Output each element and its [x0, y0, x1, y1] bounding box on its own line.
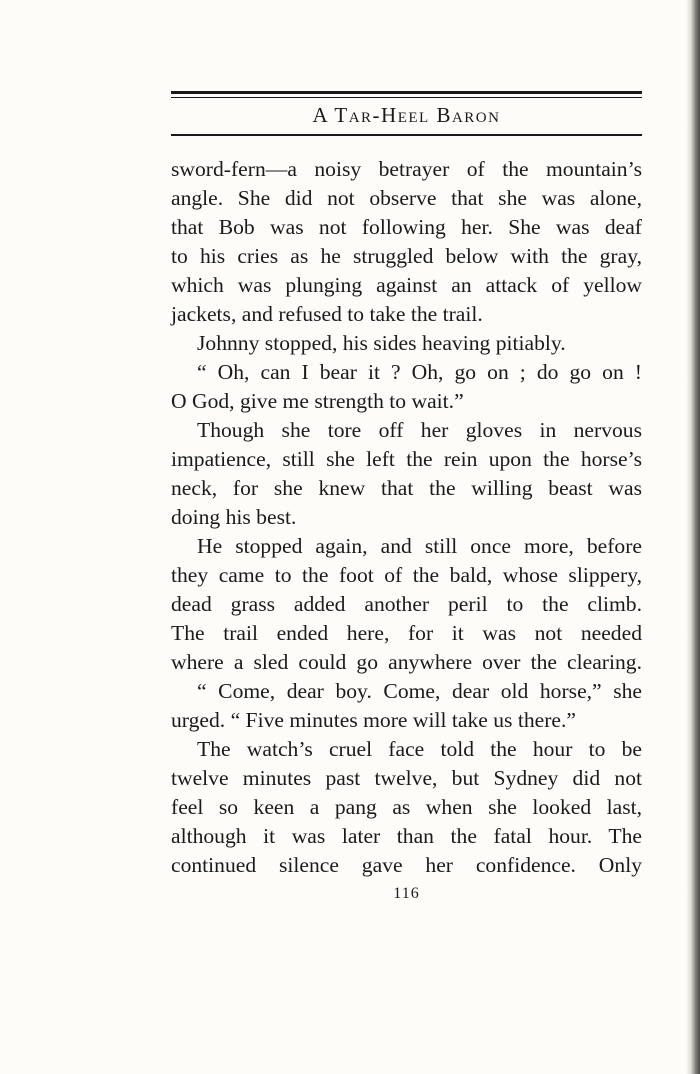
text-line: O God, give me strength to wait.”: [171, 389, 464, 413]
text-line: dead grass added another peril to the climb.: [171, 592, 642, 616]
text-line: urged. “ Five minutes more will take us there.”: [171, 708, 576, 732]
text-line: they came to the foot of the bald, whose slippery,: [171, 563, 642, 587]
text-line: Johnny stopped, his sides heaving pitiably.: [197, 331, 566, 355]
text-line: The watch’s cruel face told the hour to be: [197, 737, 642, 761]
page-number: 116: [393, 885, 420, 902]
text-line: that Bob was not following her. She was deaf: [171, 215, 642, 239]
page-edge-shadow: [686, 0, 700, 1074]
header-rule-thick: [171, 91, 642, 94]
text-line: to his cries as he struggled below with the gray,: [171, 244, 642, 268]
text-line: doing his best.: [171, 505, 297, 529]
body-text: [171, 155, 642, 880]
text-line: neck, for she knew that the willing beast was: [171, 476, 642, 500]
text-line: which was plunging against an attack of yellow: [171, 273, 642, 297]
text-line: Though she tore off her gloves in nervous: [197, 418, 642, 442]
header-rule-bottom: [171, 134, 642, 136]
text-line: The trail ended here, for it was not needed: [171, 621, 642, 645]
running-title: A Tar-Heel Baron: [312, 103, 501, 127]
text-line: “ Oh, can I bear it ? Oh, go on ; do go on !: [197, 360, 642, 384]
text-line: continued silence gave her confidence. Only: [171, 853, 642, 877]
text-line: sword-fern—a noisy betrayer of the mountain’s: [171, 157, 642, 181]
header-rule-thin: [171, 97, 642, 98]
text-line: jackets, and refused to take the trail.: [171, 302, 483, 326]
text-line: “ Come, dear boy. Come, dear old horse,” she: [197, 679, 642, 703]
text-line: impatience, still she left the rein upon the horse’s: [171, 447, 642, 471]
text-line: angle. She did not observe that she was alone,: [171, 186, 642, 210]
text-line: where a sled could go anywhere over the clearing.: [171, 650, 642, 674]
text-line: He stopped again, and still once more, before: [197, 534, 642, 558]
text-line: twelve minutes past twelve, but Sydney did not: [171, 766, 642, 790]
text-line: feel so keen a pang as when she looked last,: [171, 795, 642, 819]
text-line: although it was later than the fatal hour. The: [171, 824, 642, 848]
